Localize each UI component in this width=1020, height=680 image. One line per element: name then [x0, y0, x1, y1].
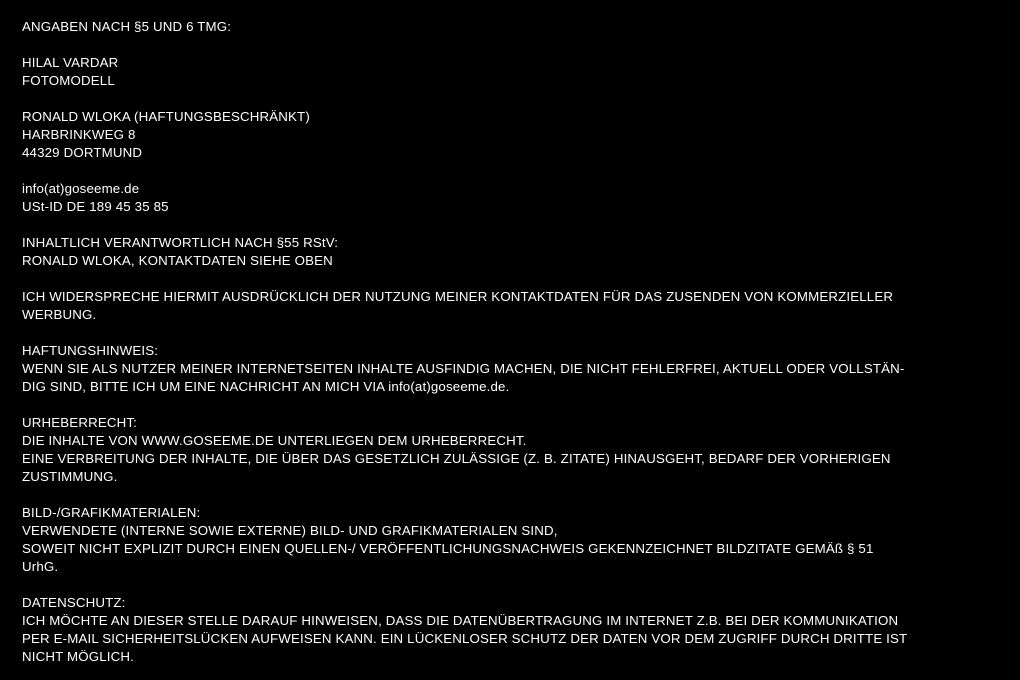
imprint-line: FOTOMODELL: [22, 73, 115, 88]
imprint-block-data-protection: [22, 594, 1000, 666]
imprint-line: NICHT MÖGLICH.: [22, 649, 134, 664]
imprint-line: PER E-MAIL SICHERHEITSLÜCKEN AUFWEISEN KANN. EIN LÜCKENLOSER SCHUTZ DER DATEN VOR DEM ZUGRIFF DURCH DRITTE IST: [22, 631, 908, 646]
imprint-line: WENN SIE ALS NUTZER MEINER INTERNETSEITEN INHALTE AUSFINDIG MACHEN, DIE NICHT FEHLERFREI, AKTUELL ODER VOLLSTÄN-: [22, 361, 905, 376]
imprint-line: BILD-/GRAFIKMATERIALEN:: [22, 505, 201, 520]
imprint-block-image-material: [22, 504, 1000, 576]
imprint-block-advertising-objection: [22, 288, 1000, 324]
imprint-line: RONALD WLOKA (HAFTUNGSBESCHRÄNKT): [22, 109, 310, 124]
imprint-line: ANGABEN NACH §5 UND 6 TMG:: [22, 19, 232, 34]
imprint-vat-id: USt-ID DE 189 45 35 85: [22, 199, 169, 214]
imprint-line: WERBUNG.: [22, 307, 97, 322]
imprint-line: URHEBERRECHT:: [22, 415, 137, 430]
imprint-line: DATENSCHUTZ:: [22, 595, 126, 610]
imprint-line: INHALTLICH VERANTWORTLICH NACH §55 RStV:: [22, 235, 339, 250]
imprint-block-heading: [22, 18, 1000, 36]
imprint-block-person: [22, 54, 1000, 90]
imprint-block-company-address: [22, 108, 1000, 162]
imprint-email: info(at)goseeme.de: [22, 181, 140, 196]
imprint-line: SOWEIT NICHT EXPLIZIT DURCH EINEN QUELLEN-/ VERÖFFENTLICHUNGSNACHWEIS GEKENNZEICHNET BILDZITATE GEMÄß § 51: [22, 541, 874, 556]
imprint-line: HARBRINKWEG 8: [22, 127, 136, 142]
imprint-line: HAFTUNGSHINWEIS:: [22, 343, 159, 358]
imprint-block-liability-notice: [22, 342, 1000, 396]
imprint-line: HILAL VARDAR: [22, 55, 119, 70]
imprint-line: DIG SIND, BITTE ICH UM EINE NACHRICHT AN MICH VIA info(at)goseeme.de.: [22, 379, 510, 394]
imprint-line: RONALD WLOKA, KONTAKTDATEN SIEHE OBEN: [22, 253, 333, 268]
imprint-line: VERWENDETE (INTERNE SOWIE EXTERNE) BILD- UND GRAFIKMATERIALEN SIND,: [22, 523, 558, 538]
imprint-block-responsible: [22, 234, 1000, 270]
imprint-line: 44329 DORTMUND: [22, 145, 143, 160]
imprint-line: ICH WIDERSPRECHE HIERMIT AUSDRÜCKLICH DER NUTZUNG MEINER KONTAKTDATEN FÜR DAS ZUSENDEN VON KOMMERZIELLER: [22, 289, 894, 304]
imprint-line: DIE INHALTE VON WWW.GOSEEME.DE UNTERLIEGEN DEM URHEBERRECHT.: [22, 433, 527, 448]
imprint-line: EINE VERBREITUNG DER INHALTE, DIE ÜBER DAS GESETZLICH ZULÄSSIGE (Z. B. ZITATE) HINAUSGEHT, BEDARF DER VORHERIGEN: [22, 451, 891, 466]
imprint-block-contact: [22, 180, 1000, 216]
imprint-block-copyright: [22, 414, 1000, 486]
imprint-text-container: [22, 18, 1000, 666]
imprint-line: UrhG.: [22, 559, 59, 574]
imprint-line: ZUSTIMMUNG.: [22, 469, 118, 484]
imprint-line: ICH MÖCHTE AN DIESER STELLE DARAUF HINWEISEN, DASS DIE DATENÜBERTRAGUNG IM INTERNET Z.B. BEI DER KOMMUNIKATION: [22, 613, 899, 628]
